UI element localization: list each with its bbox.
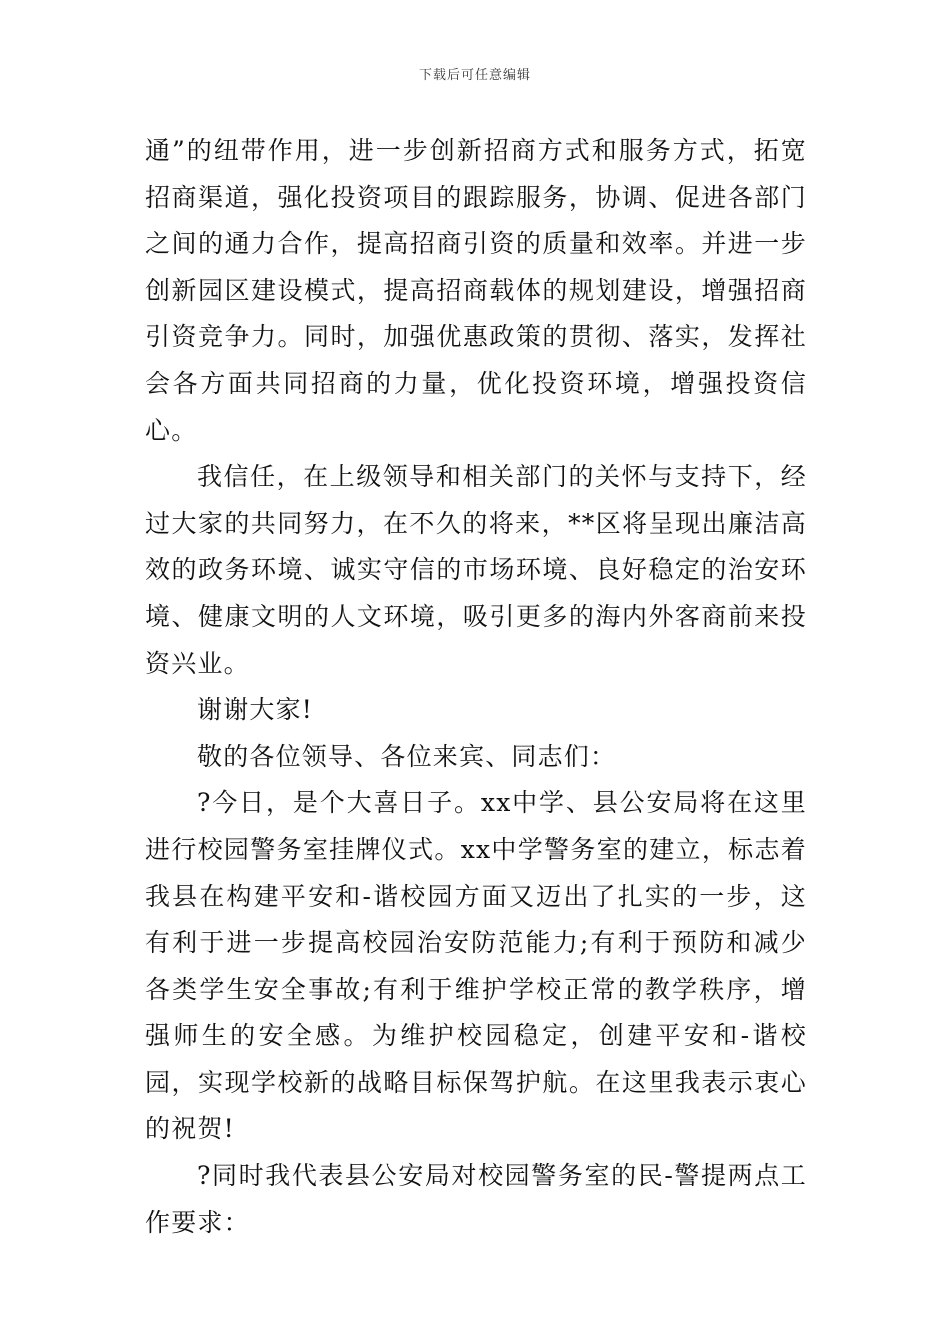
page-header: 下载后可任意编辑: [418, 68, 531, 83]
paragraph-investment-continuation: 通”的纽带作用，进一步创新招商方式和服务方式，拓宽招商渠道，强化投资项目的跟踪服务，协调、促进各部门之间的通力合作，提高招商引资的质量和效率。并进一步创新园区建设模式，提高招商载体的规划建设，增强招商引资竞争力。同时，加强优惠政策的贯彻、落实，发挥社会各方面共同招商的力量，优化投资环境，增强投资信心。: [145, 136, 807, 445]
paragraph-confidence: 我信任，在上级领导和相关部门的关怀与支持下，经过大家的共同努力，在不久的将来，**区将呈现出廉洁高效的政务环境、诚实守信的市场环境、良好稳定的治安环境、健康文明的人文环境，吸引更多的海内外客商前来投资兴业。: [145, 462, 807, 678]
paragraph-ceremony: ?今日，是个大喜日子。xx中学、县公安局将在这里进行校园警务室挂牌仪式。xx中学警务室的建立，标志着我县在构建平安和-谐校园方面又迈出了扎实的一步，这有利于进一步提高校园治安防范能力;有利于预防和减少各类学生安全事故;有利于维护学校正常的教学秩序，增强师生的安全感。为维护校园稳定，创建平安和-谐校园，实现学校新的战略目标保驾护航。在这里我表示衷心的祝贺!: [145, 788, 807, 1144]
paragraph-salutation: 敬的各位领导、各位来宾、同志们：: [197, 741, 617, 771]
paragraph-thanks: 谢谢大家!: [197, 695, 314, 725]
paragraph-requirements: ?同时我代表县公安局对校园警务室的民-警提两点工作要求：: [145, 1161, 807, 1237]
document-body: [145, 128, 807, 1246]
